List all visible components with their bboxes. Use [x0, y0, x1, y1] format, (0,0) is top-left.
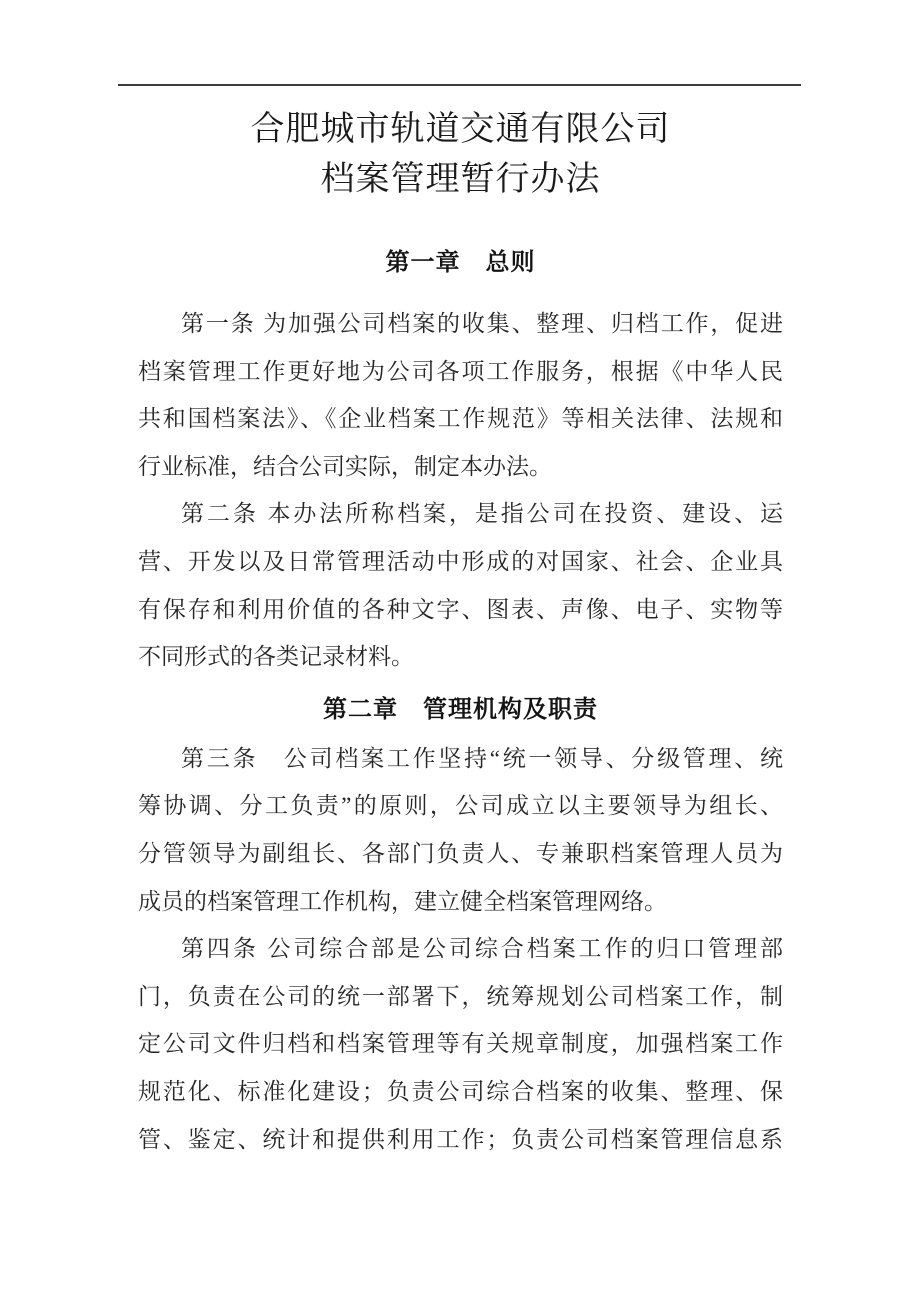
paragraph-line: 筹协调、分工负责”的原则，公司成立以主要领导为组长、 [138, 793, 783, 819]
chapter-1-heading: 第一章 总则 [385, 249, 536, 276]
document-title-line-1: 合肥城市轨道交通有限公司 [250, 110, 671, 148]
paragraph-line: 规范化、标准化建设；负责公司综合档案的收集、整理、保 [138, 1078, 783, 1104]
document-title-line-2: 档案管理暂行办法 [320, 160, 601, 198]
paragraph-article-3 [138, 735, 783, 925]
paragraph-line: 档案管理工作更好地为公司各项工作服务，根据《中华人民 [138, 358, 783, 384]
paragraph-line: 分管领导为副组长、各部门负责人、专兼职档案管理人员为 [138, 840, 783, 866]
paragraph-line: 共和国档案法》、《企业档案工作规范》等相关法律、法规和 [138, 406, 783, 432]
paragraph-line: 管、鉴定、统计和提供利用工作；负责公司档案管理信息系 [138, 1126, 783, 1152]
chapter-2-heading: 第二章 管理机构及职责 [323, 695, 598, 723]
paragraph-line: 第二条 本办法所称档案，是指公司在投资、建设、运 [181, 501, 783, 527]
paragraph-article-1 [138, 300, 783, 490]
page-content [138, 0, 783, 1163]
paragraph-line: 不同形式的各类记录材料。 [138, 644, 414, 670]
paragraph-line: 门，负责在公司的统一部署下，统筹规划公司档案工作，制 [138, 983, 783, 1009]
paragraph-line: 营、开发以及日常管理活动中形成的对国家、社会、企业具 [138, 548, 783, 574]
paragraph-line: 行业标准，结合公司实际，制定本办法。 [138, 453, 552, 479]
paragraph-line: 第三条 公司档案工作坚持“统一领导、分级管理、统 [181, 745, 783, 771]
paragraph-line: 有保存和利用价值的各种文字、图表、声像、电子、实物等 [138, 596, 783, 622]
paragraph-line: 成员的档案管理工作机构，建立健全档案管理网络。 [138, 888, 667, 914]
paragraph-line: 第一条 为加强公司档案的收集、整理、归档工作，促进 [181, 311, 783, 336]
document-title [138, 104, 783, 204]
paragraph-article-4 [138, 925, 783, 1163]
paragraph-line: 第四条 公司综合部是公司综合档案工作的归口管理部 [181, 936, 783, 962]
paragraph-line: 定公司文件归档和档案管理等有关规章制度，加强档案工作 [138, 1031, 783, 1057]
paragraph-article-2 [138, 490, 783, 680]
